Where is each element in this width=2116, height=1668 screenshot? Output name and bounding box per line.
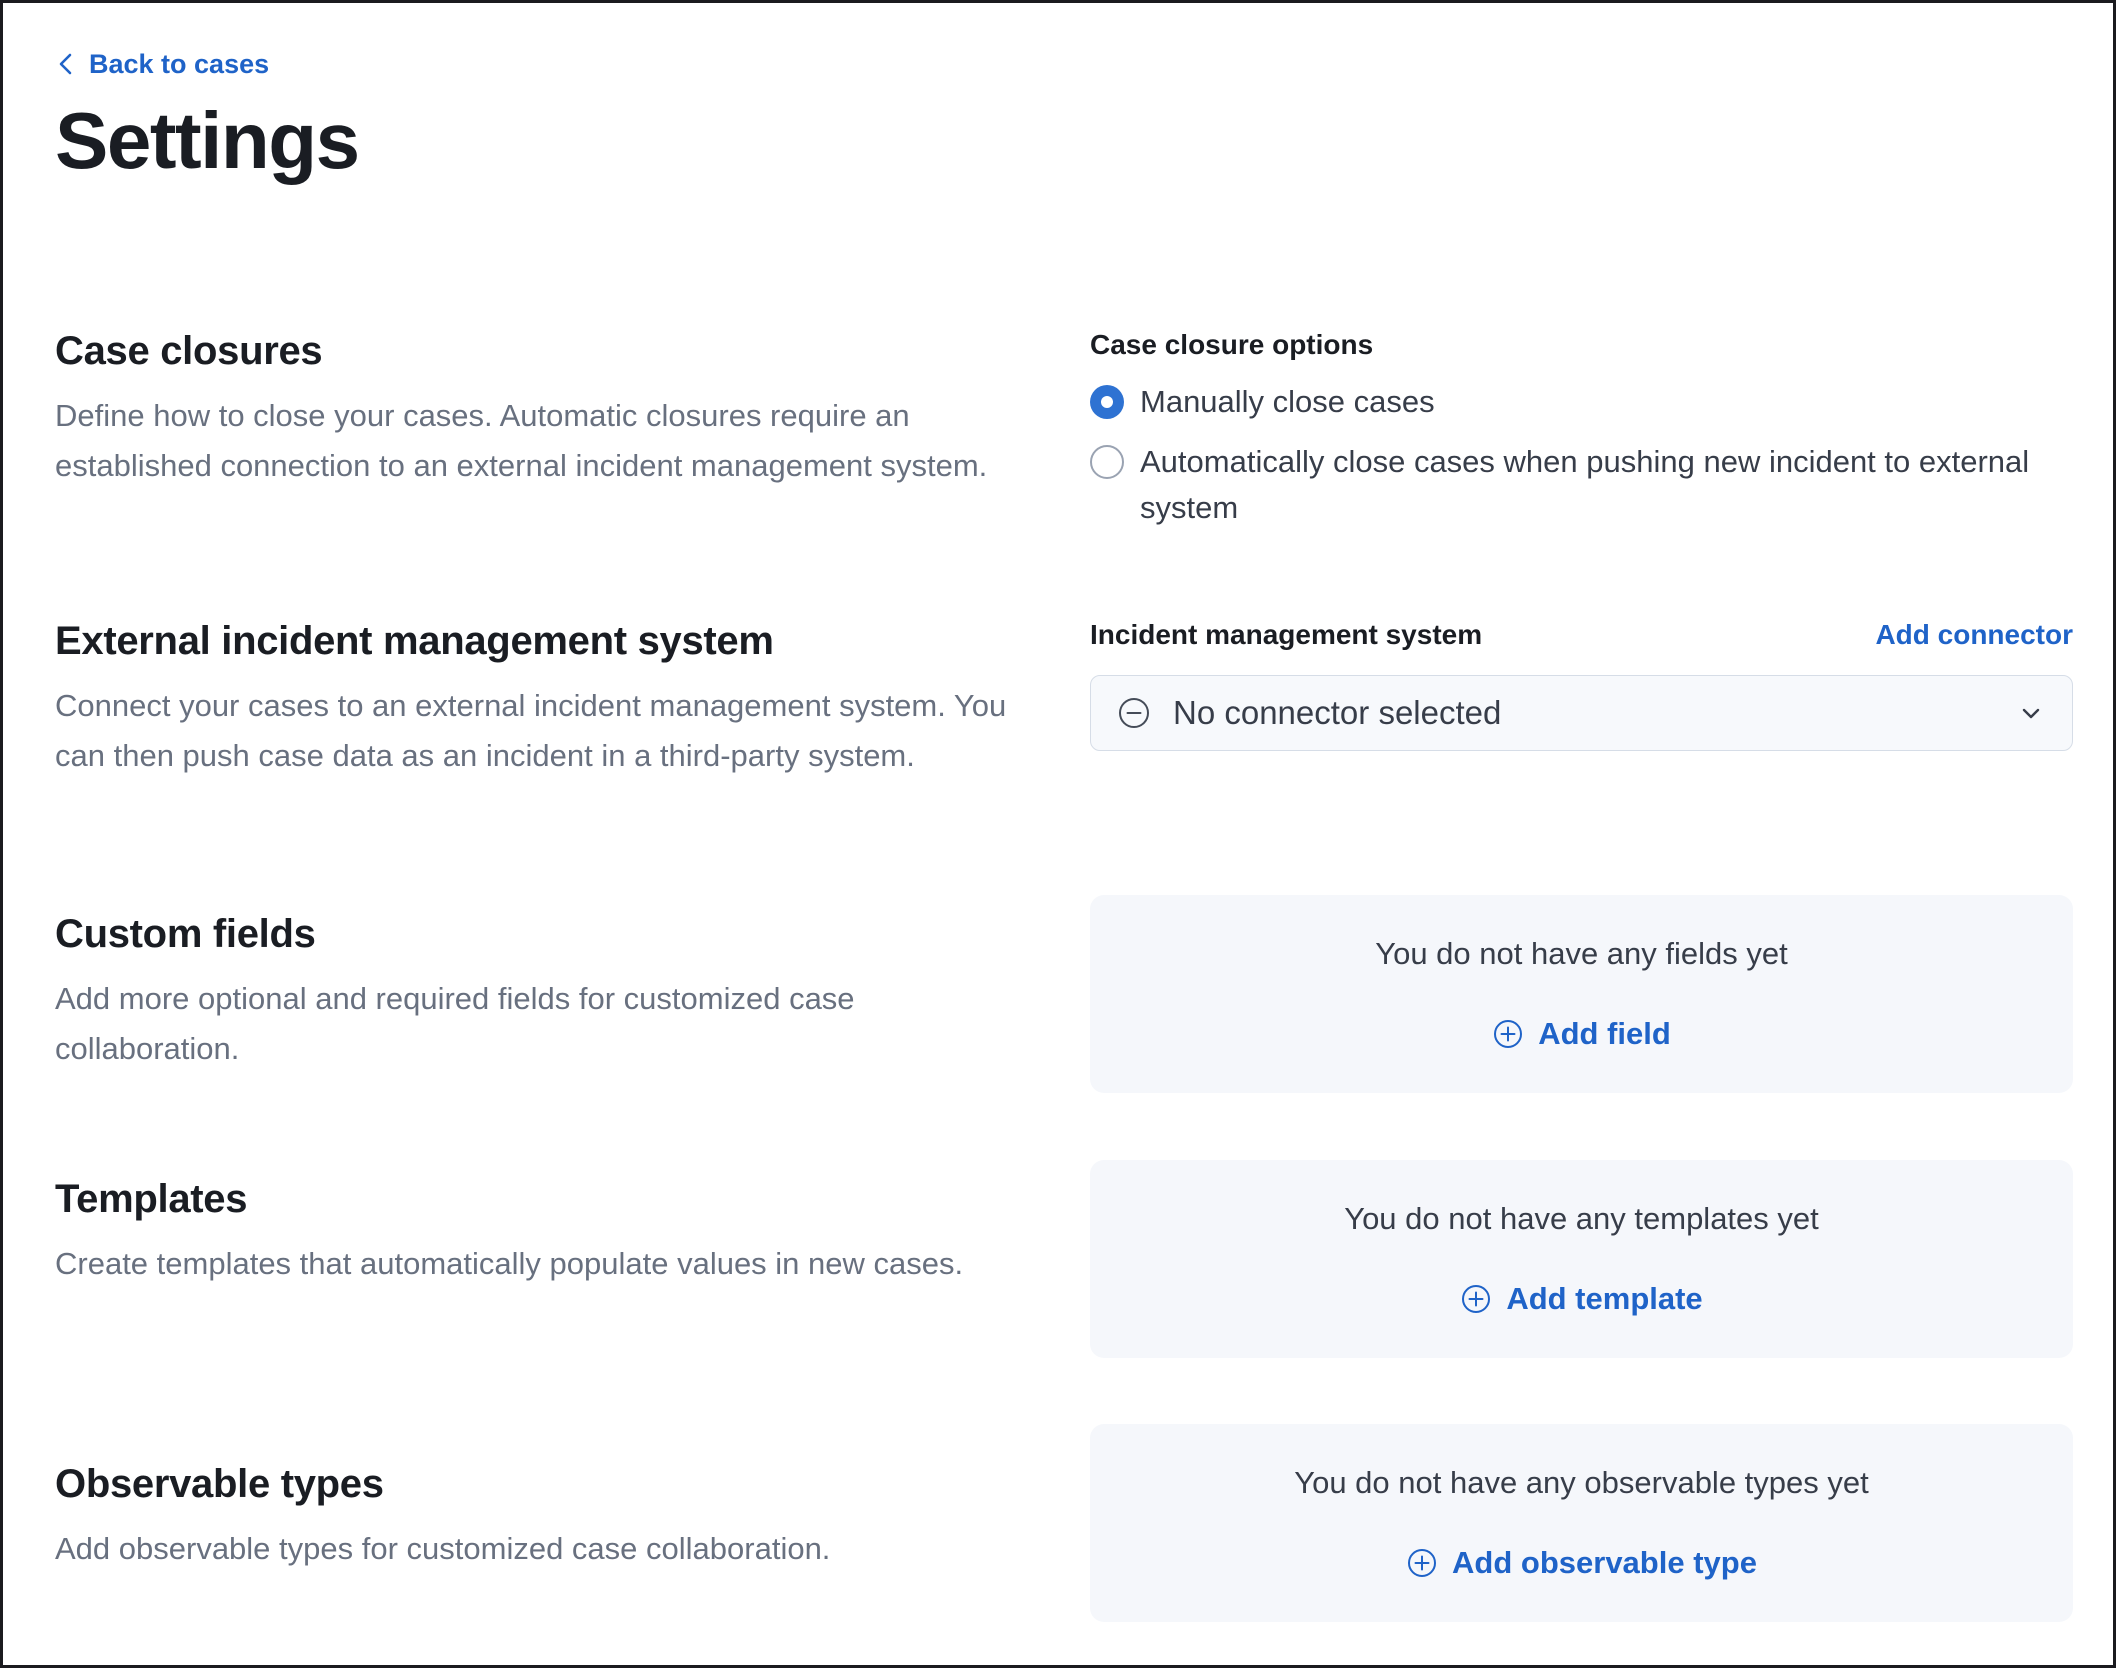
add-observable-type-button[interactable] bbox=[1406, 1545, 1757, 1581]
case-closures-descriptor bbox=[55, 327, 1038, 491]
connector-select-value: No connector selected bbox=[1173, 694, 1502, 731]
templates-empty-message: You do not have any templates yet bbox=[1344, 1201, 1819, 1236]
observable-types-description: Add observable types for customized case collaboration. bbox=[55, 1531, 831, 1566]
radio-automatically-close-cases[interactable] bbox=[1090, 439, 2073, 531]
templates-heading: Templates bbox=[55, 1177, 248, 1221]
external-system-row bbox=[55, 617, 2073, 910]
add-template-button[interactable] bbox=[1460, 1281, 1702, 1317]
custom-fields-description: Add more optional and required fields for customized case collaboration. bbox=[55, 981, 855, 1066]
plus-in-circle-icon bbox=[1460, 1283, 1492, 1315]
radio-selected-icon[interactable] bbox=[1090, 385, 1124, 419]
templates-description: Create templates that automatically populate values in new cases. bbox=[55, 1246, 964, 1281]
observable-types-row bbox=[55, 1460, 2073, 1622]
connector-group bbox=[1090, 617, 2073, 751]
templates-empty-panel bbox=[1090, 1160, 2073, 1358]
case-closures-row bbox=[55, 327, 2073, 617]
connector-label-row bbox=[1090, 617, 2073, 653]
custom-fields-empty-panel bbox=[1090, 895, 2073, 1093]
add-connector-link[interactable]: Add connector bbox=[1875, 619, 2073, 650]
case-closures-heading: Case closures bbox=[55, 329, 323, 373]
external-system-descriptor bbox=[55, 617, 1038, 781]
page-title: Settings bbox=[55, 96, 359, 185]
minus-in-circle-icon bbox=[1117, 696, 1151, 730]
observable-types-empty-message: You do not have any observable types yet bbox=[1294, 1465, 1869, 1500]
plus-in-circle-icon bbox=[1406, 1547, 1438, 1579]
radio-automatically-close-label: Automatically close cases when pushing new incident to external system bbox=[1140, 444, 2030, 525]
case-closure-options-group bbox=[1090, 327, 2073, 545]
case-closure-options-label: Case closure options bbox=[1090, 329, 1374, 360]
chevron-left-icon bbox=[55, 50, 77, 78]
add-template-label: Add template bbox=[1506, 1281, 1703, 1316]
add-field-button[interactable] bbox=[1492, 1016, 1671, 1052]
case-closures-description: Define how to close your cases. Automatic closures require an established connection to an external incident management system. bbox=[55, 398, 988, 483]
observable-types-empty-panel bbox=[1090, 1424, 2073, 1622]
custom-fields-heading: Custom fields bbox=[55, 912, 316, 956]
back-to-cases-link[interactable] bbox=[55, 47, 269, 81]
radio-manually-close-label: Manually close cases bbox=[1140, 384, 1435, 419]
custom-fields-empty-message: You do not have any fields yet bbox=[1375, 936, 1788, 971]
connector-select[interactable] bbox=[1090, 675, 2073, 751]
add-field-label: Add field bbox=[1538, 1016, 1671, 1051]
back-to-cases-label: Back to cases bbox=[89, 49, 270, 79]
incident-management-system-label: Incident management system bbox=[1090, 619, 1483, 650]
templates-descriptor bbox=[55, 1175, 1038, 1289]
observable-types-descriptor bbox=[55, 1460, 1038, 1574]
radio-manually-close-cases[interactable] bbox=[1090, 379, 2073, 425]
radio-unselected-icon[interactable] bbox=[1090, 445, 1124, 479]
observable-types-heading: Observable types bbox=[55, 1462, 384, 1506]
custom-fields-row bbox=[55, 910, 2073, 1175]
plus-in-circle-icon bbox=[1492, 1018, 1524, 1050]
add-observable-type-label: Add observable type bbox=[1452, 1545, 1757, 1580]
custom-fields-descriptor bbox=[55, 910, 1038, 1074]
page-content bbox=[3, 3, 2113, 1622]
templates-row bbox=[55, 1175, 2073, 1460]
external-system-description: Connect your cases to an external incident management system. You can then push case data as an incident in a third-party system. bbox=[55, 688, 1007, 773]
chevron-down-icon bbox=[2016, 698, 2046, 728]
external-system-heading: External incident management system bbox=[55, 619, 774, 663]
